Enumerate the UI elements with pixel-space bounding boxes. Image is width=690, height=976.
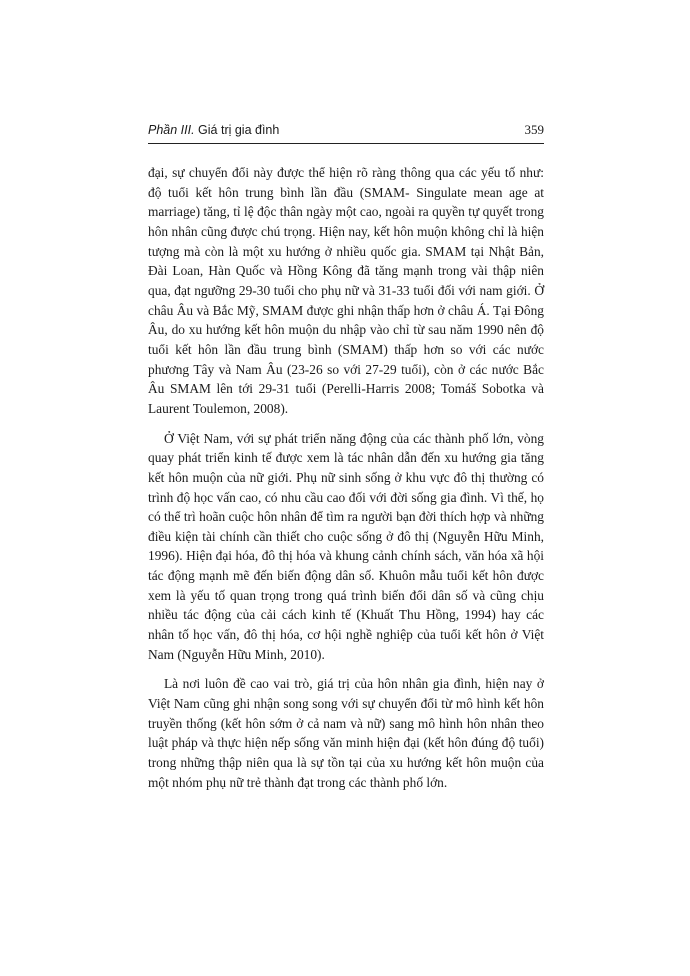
page-number: 359 bbox=[524, 122, 544, 137]
header-part-label: Phần III. bbox=[148, 123, 195, 137]
page-body bbox=[148, 163, 544, 792]
running-header bbox=[148, 121, 544, 144]
paragraph-vietnam-late-marriage: Ở Việt Nam, với sự phát triển năng động của các thành phố lớn, vòng quay phát triển kinh tế được xem là tác nhân dẫn đến xu hướng gia tăng kết hôn muộn của nữ giới. Phụ nữ sinh sống ở khu vực đô thị thường có trình độ học vấn cao, có nhu cầu cao đối với đời sống gia đình. Vì thế, họ có thể trì hoãn cuộc hôn nhân để tìm ra người bạn đời thích hợp và những điều kiện tài chính cần thiết cho cuộc sống ở đô thị (Nguyễn Hữu Minh, 1996). Hiện đại hóa, đô thị hóa và khung cảnh chính sách, văn hóa xã hội tác động mạnh mẽ đến biến động dân số. Khuôn mẫu tuổi kết hôn được xem là yếu tố quan trọng trong quá trình biến đổi dân số và cũng chịu nhiều tác động của cải cách kinh tế (Khuất Thu Hồng, 1994) hay các nhân tố học vấn, đô thị hóa, cơ hội nghề nghiệp của tuổi kết hôn ở Việt Nam (Nguyễn Hữu Minh, 2010). bbox=[148, 430, 544, 662]
header-title: Giá trị gia đình bbox=[198, 123, 280, 137]
header-section-title bbox=[148, 123, 279, 137]
paragraph-continuation: đại, sự chuyển đổi này được thể hiện rõ ràng thông qua các yếu tố như: độ tuổi kết hôn trung bình lần đầu (SMAM- Singulate mean age at marriage) tăng, tỉ lệ độc thân ngày một cao, ngoài ra quyền tự quyết trong hôn nhân cũng được chú trọng. Hiện nay, kết hôn muộn không chỉ là hiện tượng mà còn là một xu hướng ở nhiều quốc gia. SMAM tại Nhật Bản, Đài Loan, Hàn Quốc và Hồng Kông đã tăng mạnh trong vài thập niên qua, đạt ngưỡng 29-30 tuổi cho phụ nữ và 31-33 tuổi đối với nam giới. Ở châu Âu và Bắc Mỹ, SMAM được ghi nhận thấp hơn ở châu Á. Tại Đông Âu, do xu hướng kết hôn muộn du nhập vào chỉ từ sau năm 1990 nên độ tuổi kết hôn lần đầu trung bình (SMAM) thấp hơn so với các nước phương Tây và Nam Âu (23-26 so với 27-29 tuổi), còn ở các nước Bắc Âu SMAM lên tới 29-31 tuổi (Perelli-Harris 2008; Tomáš Sobotka và Laurent Toulemon, 2008). bbox=[148, 165, 544, 416]
paragraph-marriage-values: Là nơi luôn đề cao vai trò, giá trị của hôn nhân gia đình, hiện nay ở Việt Nam cũng ghi nhận song song với sự chuyển đổi từ mô hình kết hôn truyền thống (kết hôn sớm ở cả nam và nữ) sang mô hình hôn nhân theo luật pháp và thực hiện nếp sống văn minh hiện đại (kết hôn đúng độ tuổi) trong những thập niên qua là sự tồn tại của xu hướng kết hôn muộn của một nhóm phụ nữ trẻ thành đạt trong các thành phố lớn. bbox=[148, 676, 544, 790]
